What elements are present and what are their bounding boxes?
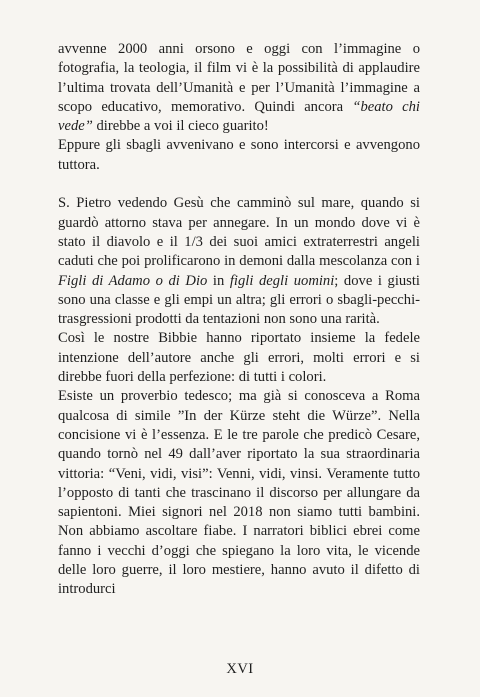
page-number: XVI [226,661,254,677]
text-run: direbbe a voi il cieco guarito! [92,118,269,135]
text-run: Così le nostre Bibbie hanno riportato insieme la fedele intenzione dell’autore anche gli errori, molti errori e si direbbe fuori della perfezione: di tutti i colori. [58,330,420,386]
text-run: ; dove i giusti sono una classe e gli empi un altra; gli errori o sbagli-pecchi-trasgressioni prodotti da tentazioni non sono una rarità. [58,272,420,328]
body-text [58,40,420,600]
text-run: Eppure gli sbagli avvenivano e sono intercorsi e avvengono tuttora. [58,137,420,173]
paragraph [58,40,420,136]
paragraph [58,387,420,599]
italic-text: “beato chi vede” [58,98,420,135]
paragraph [58,329,420,387]
paragraph [58,194,420,329]
italic-text: figli degli uomini [229,272,335,289]
text-run: Esiste un proverbio tedesco; ma già si conosceva a Roma qualcosa di simile ”In der Kürze steht die Würze”. Nella concisione vi è l’essenza. E le tre parole che predicò Cesare, quando tornò nel 49 dall’aver riportato la sua straordinaria vittoria: “Veni, vidi, visi”: Venni, vidi, vinsi. Veramente tutto l’opposto di tanti che trascinano il discorso per allungare da sapientoni. Miei signori nel 2018 non siamo tutti bambini. Non abbiamo ascoltare fiabe. I narratori biblici ebrei come fanno i vecchi d’oggi che spiegano la loro vita, le vicende delle loro guerre, il loro mestiere, hanno avuto il difetto di introdurci [58,388,420,598]
text-run: in [207,272,230,289]
paragraph [58,136,420,175]
paragraph-gap [58,175,420,194]
italic-text: Figli di Adamo o di Dio [58,272,208,289]
text-run: S. Pietro vedendo Gesù che camminò sul mare, quando si guardò attorno stava per annegare. In un mondo dove vi è stato il diavolo e il 1/3 dei suoi amici extraterrestri angeli caduti che poi prolificarono in demoni dalla mescolanza con i [58,195,420,270]
text-run: avvenne 2000 anni orsono e oggi con l’immagine o fotografia, la teologia, il film vi è la possibilità di applaudire l’ultima trovata dell’Umanità e per l’Umanità l’immagine a scopo educativo, memorativo. Quindi ancora [58,41,420,115]
